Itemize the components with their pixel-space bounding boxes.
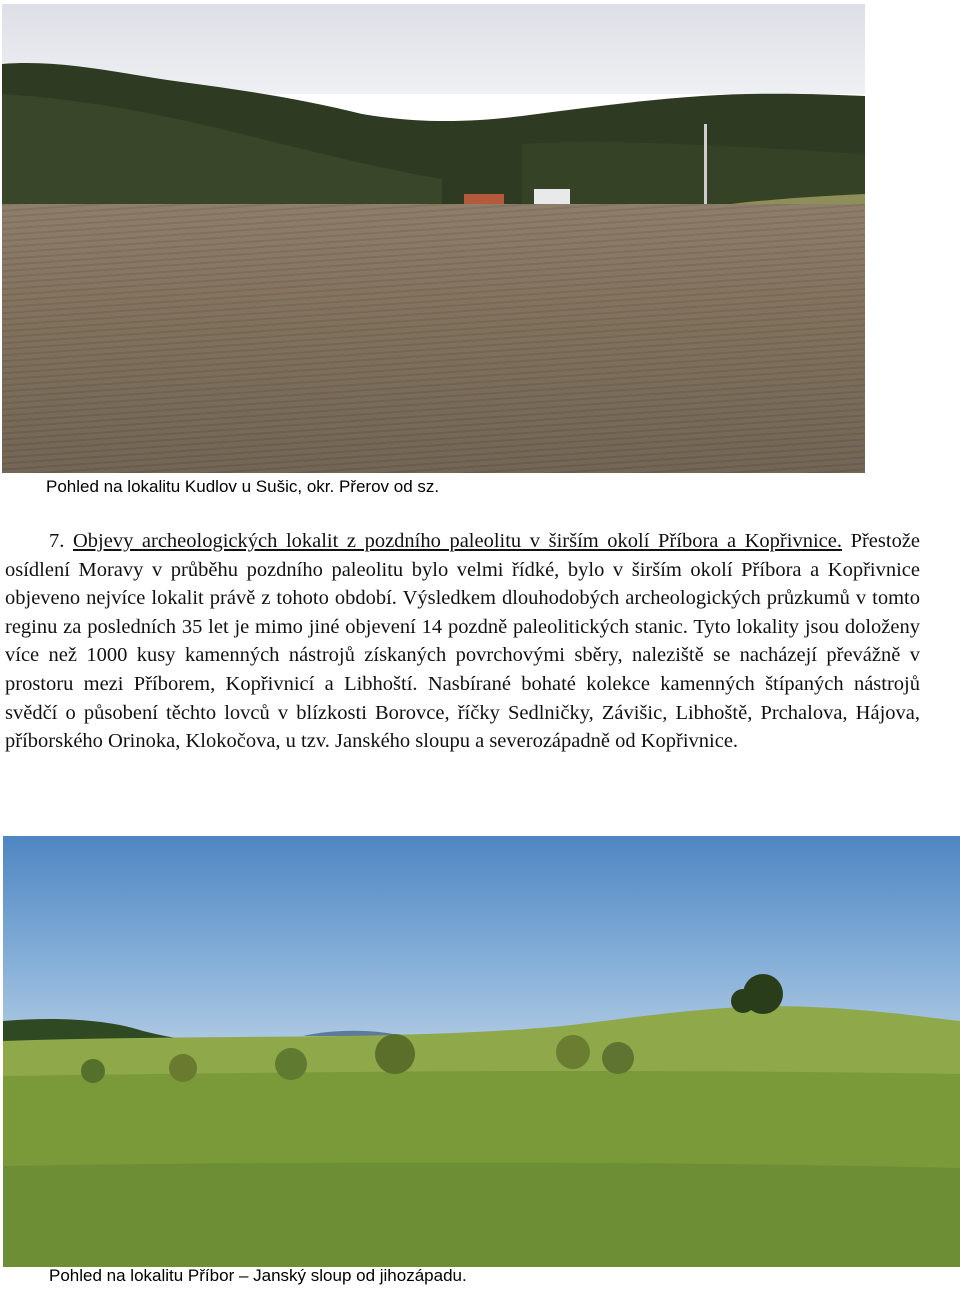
section-number: 7. (49, 530, 65, 552)
photo1-field (2, 204, 865, 473)
section-heading: Objevy archeologických lokalit z pozdního paleolitu v širším okolí Příbora a Kopřivnice. (72, 530, 842, 552)
section-body: Přestože osídlení Moravy v průběhu pozdního paleolitu bylo velmi řídké, bylo v širším okolí Příbora a Kopřivnice objeveno nejvíce lokalit právě z tohoto období. Výsledkem dlouhodobých archeologických průzkumů v tomto reginu za posledních 35 let je mimo jiné objevení 14 pozdně paleolitických stanic. Tyto lokality jsou doloženy více než 1000 kusy kamenných nástrojů získaných povrchovými sběry, naleziště se nacházejí převážně v prostoru mezi Příborem, Kopřivnicí a Libhoští. Nasbírané bohaté kolekce kamenných štípaných nástrojů svědčí o působení těchto lovců v blízkosti Borovce, říčky Sedlničky, Závišic, Libhoště, Prchalova, Hájova, příborského Orinoka, Klokočova, u tzv. Janského sloupu a severozápadně od Kopřivnice. (5, 530, 921, 753)
photo-caption: Pohled na lokalitu Příbor – Janský sloup od jihozápadu. (49, 1266, 467, 1285)
photo-caption: Pohled na lokalitu Kudlov u Sušic, okr. Přerov od sz. (46, 477, 440, 496)
photo-meadow (3, 836, 960, 1267)
photo-ploughed-field (2, 4, 865, 473)
photo1-forest (2, 4, 865, 234)
section-text (5, 527, 920, 756)
photo2-landscape (3, 836, 960, 1267)
